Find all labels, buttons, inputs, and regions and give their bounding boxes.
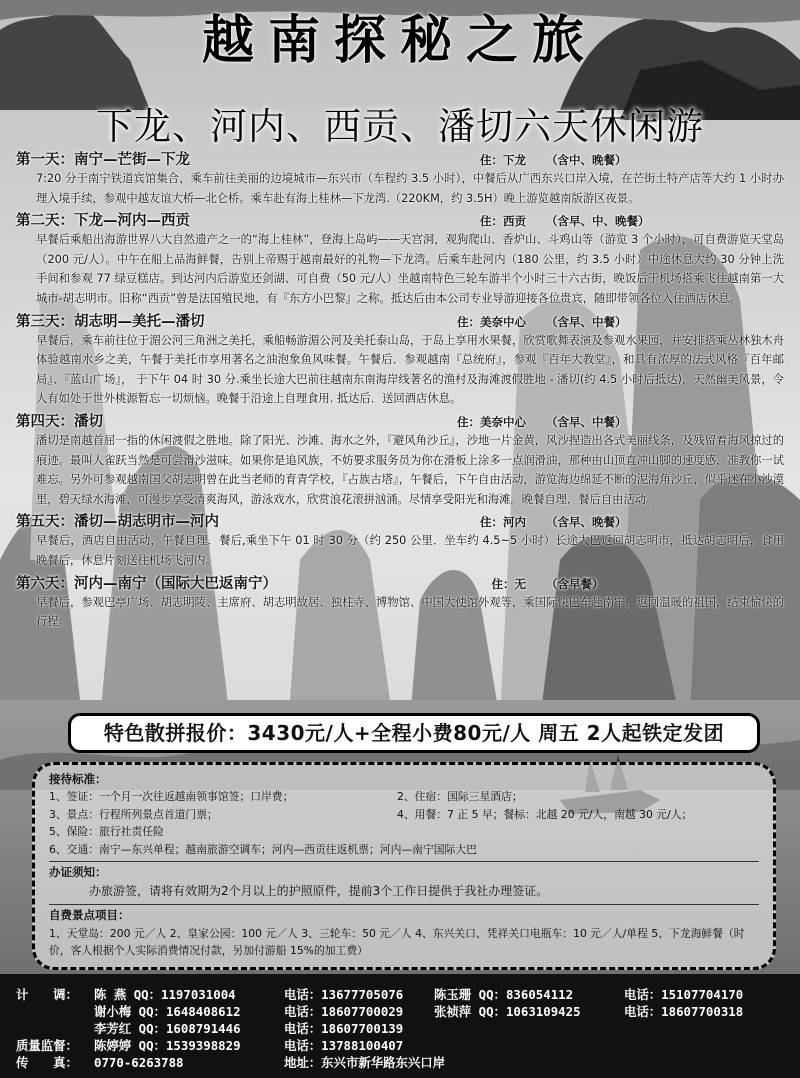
divider [49, 904, 759, 905]
address: 地址：东兴市新华路东兴口岸 [284, 1055, 446, 1070]
accommodation: 住：河内 [480, 515, 526, 530]
day-item [16, 209, 790, 308]
day-label: 第四天：潘切 [16, 413, 103, 430]
contact-phone: 电话：15107704170 [624, 987, 744, 1002]
subtitle: 下龙、河内、西贡、潘切六天休闲游 [96, 105, 704, 148]
price-banner: 特色散拼报价：3430元/人+全程小费80元/人 周五 2人起铁定发团 [68, 713, 760, 753]
day-label: 第一天：南宁—芒街—下龙 [16, 152, 190, 168]
contact-qq: 谢小梅 QQ：1648408612 [94, 1004, 241, 1019]
day-description: 7:20 分于南宁铁道宾馆集合，乘车前往美丽的边境城市—东兴市（车程约 3.5 小时），中餐后从广西东兴口岸入境，在芒街土特产店等大约 1 小时办理入境手续，参观中越友谊大桥—北仑桥。乘车赴有海上桂林—下龙湾.（220KM，约 3.5H）晚上游览越南版游区夜景。 [36, 172, 784, 205]
day-header [16, 510, 790, 531]
contact-label: 质量监督： [16, 1038, 78, 1053]
contact-phone: 电话：13677705076 [284, 987, 404, 1002]
visa-text: 办旅游签，请将有效期为2个月以上的护照原件，提前3个工作日提供于我社办理签证。 [89, 884, 549, 899]
contact-phone: 电话：18607700139 [284, 1021, 404, 1036]
contact-row [16, 1037, 786, 1054]
day-item [16, 572, 790, 632]
standards-title: 接待标准： [49, 772, 107, 786]
accommodation: 住：美奈中心 [457, 414, 526, 429]
optional-title: 自费景点项目： [49, 908, 130, 923]
day-label: 第三天：胡志明—美托—潘切 [16, 313, 205, 330]
contact-qq: 李芳红 QQ：1608791446 [94, 1021, 241, 1036]
day-item [16, 310, 790, 409]
fax-number: 0770-6263788 [94, 1055, 184, 1070]
contact-label: 传 真： [16, 1055, 78, 1070]
itinerary [16, 148, 790, 633]
contact-footer [0, 974, 800, 1078]
standard-item: 3、景点：行程所列景点首道门票； [49, 807, 218, 821]
meals: （含早、中餐） [546, 314, 627, 329]
contact-phone: 电话：13788100407 [284, 1038, 404, 1053]
divider [49, 861, 759, 862]
contact-row [16, 986, 786, 1003]
day-item [16, 410, 790, 509]
contact-qq: 陈玉珊 QQ：836054112 [434, 987, 574, 1002]
day-label: 第二天：下龙—河内—西贡 [16, 213, 190, 230]
standard-item: 6、交通：南宁—东兴单程；越南旅游空调车；河内—西贡往返机票；河内—南宁国际大巴 [49, 842, 477, 856]
day-description: 早餐后，酒店自由活动，午餐自理．餐后,乘坐下午 01 时 30 分（约 250 公里．坐车约 4.5~5 小时）长途大巴返回胡志明市，抵达胡志明后，食用晚餐后，休息片刻送往机场飞河内。 [36, 534, 784, 567]
day-header [16, 410, 790, 431]
contact-row [16, 1020, 786, 1037]
standards-row [49, 806, 759, 823]
contact-row [16, 1054, 786, 1071]
contact-phone: 电话：18607700318 [624, 1004, 744, 1019]
standard-item: 4、用餐：7 正 5 早；餐标：北越 20 元/人，南越 30 元/人； [397, 807, 693, 821]
contact-label: 计 调： [16, 987, 78, 1002]
day-description: 潘切是南越首屈一指的休闲渡假之胜地。除了阳光、沙滩、海水之外，『避风角沙丘』，沙地一片金黄，风沙捏造出各式美丽线条，及残留着海风掠过的痕迹。最叫人雀跃当然是可尝滑沙滋味。如果你是追风族，不妨要求服务员为你在滑板上涂多一点润滑油，那种由山顶直冲山脚的速度感，准教你一试难忘。另外可参观越南国父胡志明曾在此当老师的育青学校，『占族古塔』，午餐后，下午自由活动，游览海边绵延不断的泥海角沙丘，似乎迷在小沙漠里，碧天绿水海滩，可漫步享受清爽海风，游泳戏水，欣赏浪花滚拼汹涌。尽情享受阳光和海滩。晚餐自理．餐后自由活动。 [36, 433, 784, 506]
accommodation: 住：西贡 [480, 214, 526, 229]
accommodation: 住：美奈中心 [457, 314, 526, 329]
day-label: 第六天：河内—南宁（国际大巴返南宁） [16, 575, 277, 592]
meals: （含早、晚餐） [546, 515, 627, 530]
day-header [16, 148, 790, 169]
standard-item: 5、保险：旅行社责任险 [49, 825, 164, 839]
meals: （含早、中、晚餐） [546, 214, 650, 229]
contact-qq: 陈 燕 QQ：1197031004 [94, 987, 236, 1002]
accommodation: 住：无 [491, 576, 526, 591]
day-description: 早餐后，乘车前往位于湄公河三角洲之美托，乘船畅游湄公河及美托泰山岛，于岛上享用水果餐，欣赏歌舞表演及参观水果园，并安排搭乘丛林独木舟体验越南水乡之美，午餐于美托市享用著名之油泡象鱼风味餐。午餐后．参观越南『总统府』，参观『百年大教堂』，和具有浓厚的法式风格『百年邮局』、『蓝山广场』， 于下午 04 时 30 分.乘坐长途大巴前往越南东南海岸线著名的渔村及海滩渡假胜地 - 潘切(约 4.5 小时后抵达)，天然幽美风景，令人有如处于世外桃源暂忘一切烦恼。晚餐于沿途上自理食用. 抵达后．送回酒店休息。 [36, 333, 784, 406]
visa-title: 办证须知： [49, 865, 107, 880]
day-label: 第五天：潘切—胡志明市—河内 [16, 514, 219, 531]
contact-qq: 陈婷婷 QQ：1539398829 [94, 1038, 241, 1053]
contact-row [16, 1003, 786, 1020]
day-header [16, 310, 790, 331]
main-title: 越南探秘之旅 [201, 11, 598, 71]
day-description: 早餐后，参观巴亭广场、胡志明陵、主席府、胡志明故居、独柱寺、博物馆、中国大使馆外观等，乘国际快巴车赴南宁，返回温暖的祖国，结束愉快的行程。 [36, 595, 784, 629]
day-header [16, 572, 790, 593]
optional-text: 1、天堂岛：200 元／人 2、皇家公园：100 元／人 3、三轮车：50 元／人 4、东兴关口、凭祥关口电瓶车：10 元／人/单程 5、下龙海鲜餐（时价，客人根据个人实际消费情况付款，另加付游船 15%的加工费） [49, 926, 745, 958]
standard-item: 2、住宿：国际三星酒店； [397, 790, 523, 804]
meals: （含早、中餐） [546, 414, 627, 429]
meals: （含中、晚餐） [546, 153, 627, 167]
day-description: 早餐后乘船出海游世界八大自然遗产之一的“海上桂林”，登海上岛屿——天宫洞，观狗爬山、香炉山、斗鸡山等（游览 3 个小时），可自费游览天堂岛（200 元/人）。中午在船上品海鲜餐，告别上帝赐于越南最好的礼物—下龙湾。后乘车赴河内（180 公里，约 3.5 小时）中途休息大约 30 分钟上洗手间和参观 77 绿豆糕店。到达河内后游览还剑湖、可自费（50 元/人）坐越南特色三轮车游半个小时三十六古街，晚饭后于机场搭乘飞往越南第一大城市-胡志明市。旧称“西贡”曾是法国殖民地，有『东方小巴黎』之称。抵达后由本公司专业导游迎接各位贵宾，随即带领各位入住酒店休息。 [36, 233, 784, 305]
day-header [16, 209, 790, 230]
standard-item: 1、签证：一个月一次往返越南领事馆签；口岸费； [49, 790, 294, 804]
accommodation: 住：下龙 [480, 153, 526, 167]
contact-qq: 张祯萍 QQ：1063109425 [434, 1004, 581, 1019]
contact-label [16, 1020, 94, 1037]
contact-label [16, 1003, 94, 1020]
standards-row [49, 788, 759, 805]
contact-phone: 电话：18607700029 [284, 1004, 404, 1019]
header-banner [0, 0, 800, 112]
day-item [16, 510, 790, 570]
notes-box [32, 762, 776, 970]
meals: （含早餐） [546, 576, 604, 591]
day-item [16, 148, 790, 208]
